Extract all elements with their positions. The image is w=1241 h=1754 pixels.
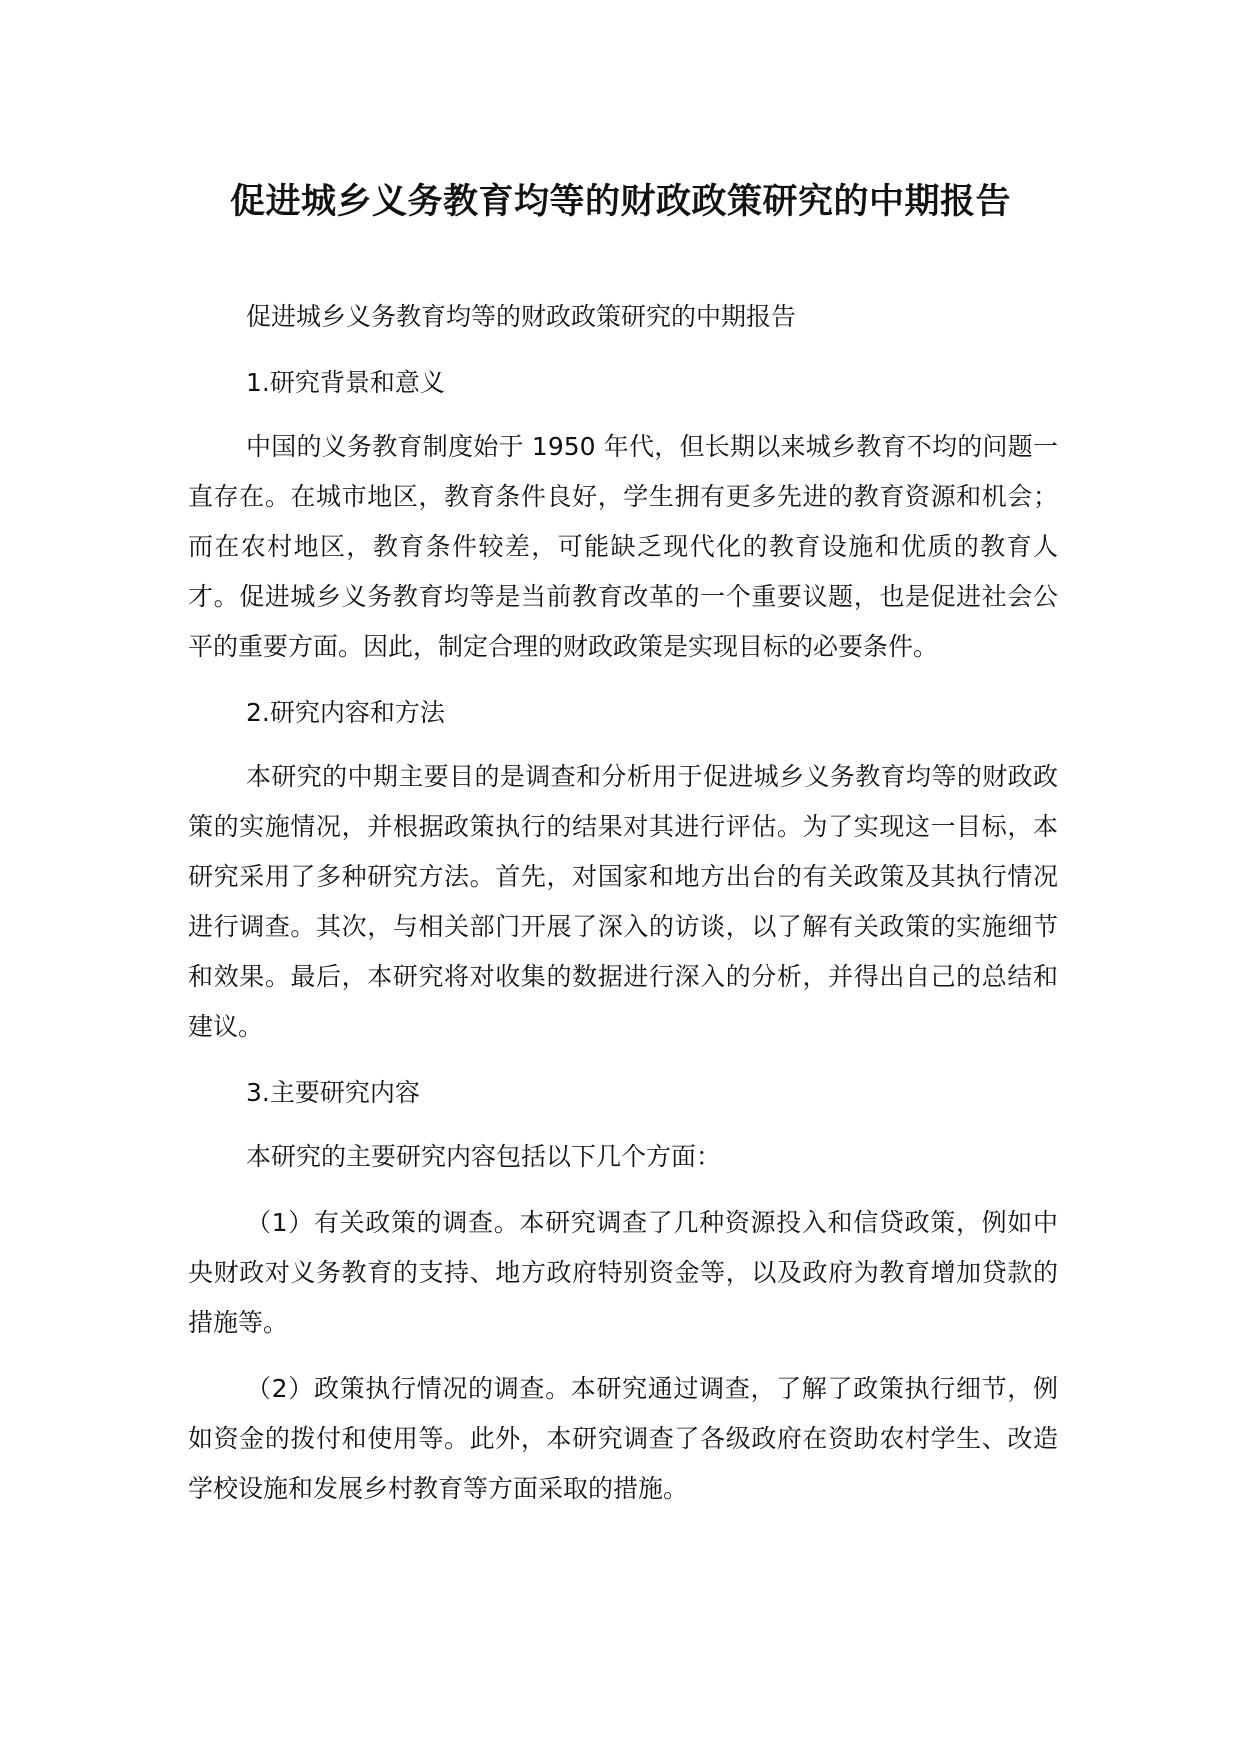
body-paragraph: 中国的义务教育制度始于 1950 年代，但长期以来城乡教育不均的问题一直存在。在城市地区，教育条件良好，学生拥有更多先进的教育资源和机会；而在农村地区，教育条件较差，可能缺乏现代化的教育设施和优质的教育人才。促进城乡义务教育均等是当前教育改革的一个重要议题，也是促进社会公平的重要方面。因此，制定合理的财政政策是实现目标的必要条件。 xyxy=(188,432,1058,661)
section-heading-3: 3.主要研究内容 xyxy=(246,1078,420,1107)
body-paragraph: 本研究的中期主要目的是调查和分析用于促进城乡义务教育均等的财政政策的实施情况，并根据政策执行的结果对其进行评估。为了实现这一目标，本研究采用了多种研究方法。首先，对国家和地方出台的有关政策及其执行情况进行调查。其次，与相关部门开展了深入的访谈，以了解有关政策的实施细节和效果。最后，本研究将对收集的数据进行深入的分析，并得出自己的总结和建议。 xyxy=(188,762,1058,1041)
list-item-paragraph: （1）有关政策的调查。本研究调查了几种资源投入和信贷政策，例如中央财政对义务教育的支持、地方政府特别资金等，以及政府为教育增加贷款的措施等。 xyxy=(188,1208,1058,1337)
section-heading-1: 1.研究背景和意义 xyxy=(246,368,445,397)
body-paragraph: 本研究的主要研究内容包括以下几个方面： xyxy=(246,1142,722,1171)
document-title: 促进城乡义务教育均等的财政政策研究的中期报告 xyxy=(229,182,1011,222)
section-heading-2: 2.研究内容和方法 xyxy=(246,698,445,727)
subtitle-paragraph: 促进城乡义务教育均等的财政政策研究的中期报告 xyxy=(246,302,797,331)
list-item-paragraph: （2）政策执行情况的调查。本研究通过调查，了解了政策执行细节，例如资金的拨付和使用等。此外，本研究调查了各级政府在资助农村学生、改造学校设施和发展乡村教育等方面采取的措施。 xyxy=(188,1374,1058,1503)
document-body xyxy=(188,292,1058,1530)
